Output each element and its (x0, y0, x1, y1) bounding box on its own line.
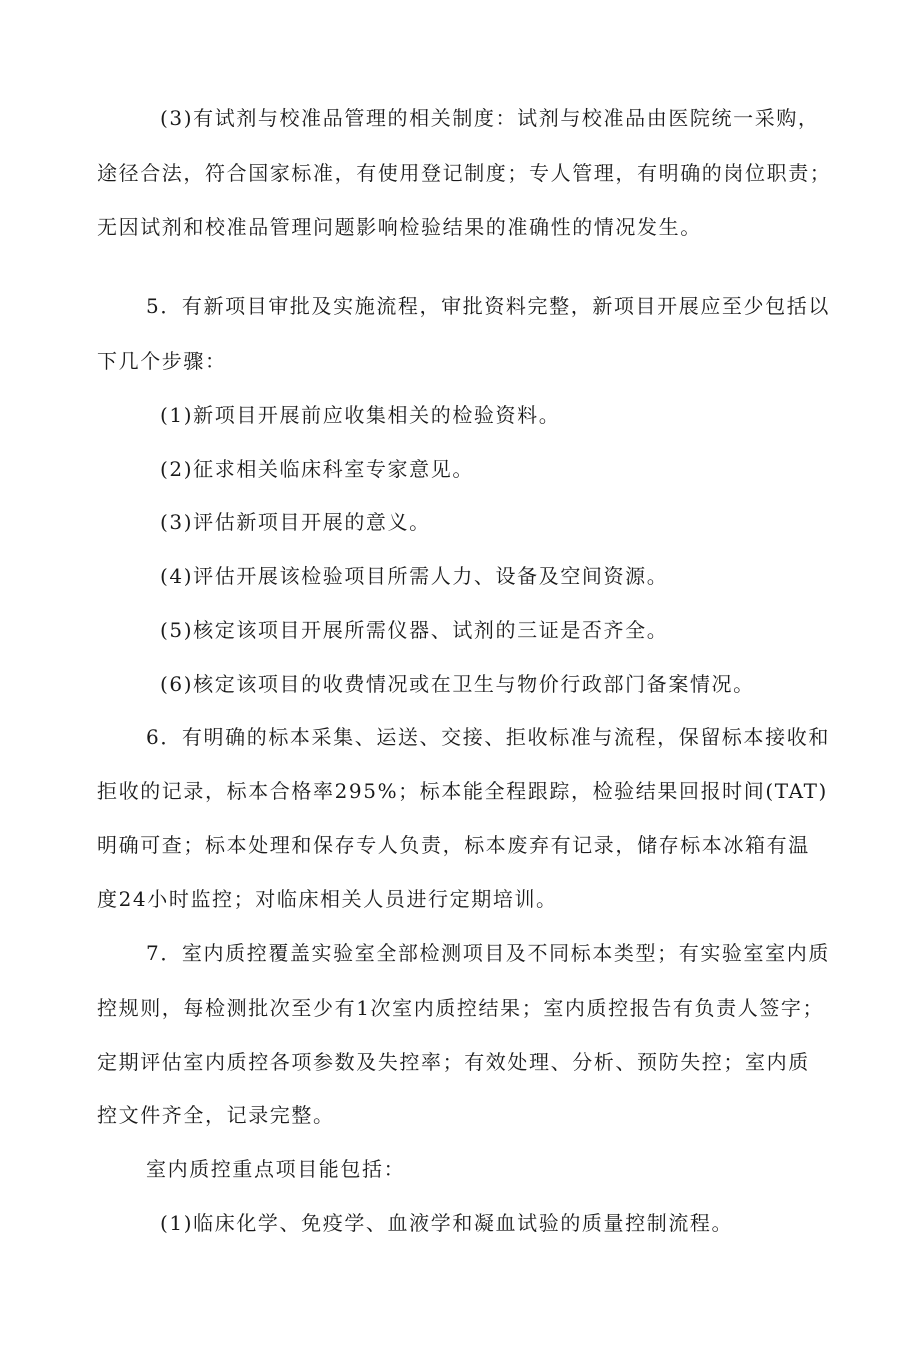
text-line: 途径合法，符合国家标准，有使用登记制度；专人管理，有明确的岗位职责； (97, 161, 832, 185)
text-line: 6．有明确的标本采集、运送、交接、拒收标准与流程，保留标本接收和 (146, 725, 830, 749)
text-line: (3)有试剂与校准品管理的相关制度：试剂与校准品由医院统一采购， (160, 106, 820, 130)
text-line: 明确可查；标本处理和保存专人负责，标本废弃有记录，储存标本冰箱有温 (97, 833, 810, 857)
text-line: 控规则，每检测批次至少有1次室内质控结果；室内质控报告有负责人签字； (97, 996, 825, 1020)
text-line: 拒收的记录，标本合格率295%；标本能全程跟踪，检验结果回报时间(TAT) (97, 779, 828, 803)
text-line: 下几个步骤： (97, 349, 227, 373)
list-item: (2)征求相关临床科室专家意见。 (160, 457, 474, 481)
list-item: (6)核定该项目的收费情况或在卫生与物价行政部门备案情况。 (160, 672, 755, 696)
list-item: (4)评估开展该检验项目所需人力、设备及空间资源。 (160, 564, 669, 588)
list-item: (1)临床化学、免疫学、血液学和凝血试验的质量控制流程。 (160, 1211, 734, 1235)
text-line: 5．有新项目审批及实施流程，审批资料完整，新项目开展应至少包括以 (146, 294, 830, 318)
list-item: (3)评估新项目开展的意义。 (160, 510, 431, 534)
list-item: (1)新项目开展前应收集相关的检验资料。 (160, 403, 561, 427)
text-line: 室内质控重点项目能包括： (146, 1157, 406, 1181)
text-line: 无因试剂和校准品管理问题影响检验结果的准确性的情况发生。 (97, 215, 702, 239)
text-line: 控文件齐全，记录完整。 (97, 1103, 335, 1127)
list-item: (5)核定该项目开展所需仪器、试剂的三证是否齐全。 (160, 618, 669, 642)
text-line: 7．室内质控覆盖实验室全部检测项目及不同标本类型；有实验室室内质 (146, 941, 830, 965)
text-line: 度24小时监控；对临床相关人员进行定期培训。 (97, 887, 558, 911)
text-line: 定期评估室内质控各项参数及失控率；有效处理、分析、预防失控；室内质 (97, 1050, 810, 1074)
